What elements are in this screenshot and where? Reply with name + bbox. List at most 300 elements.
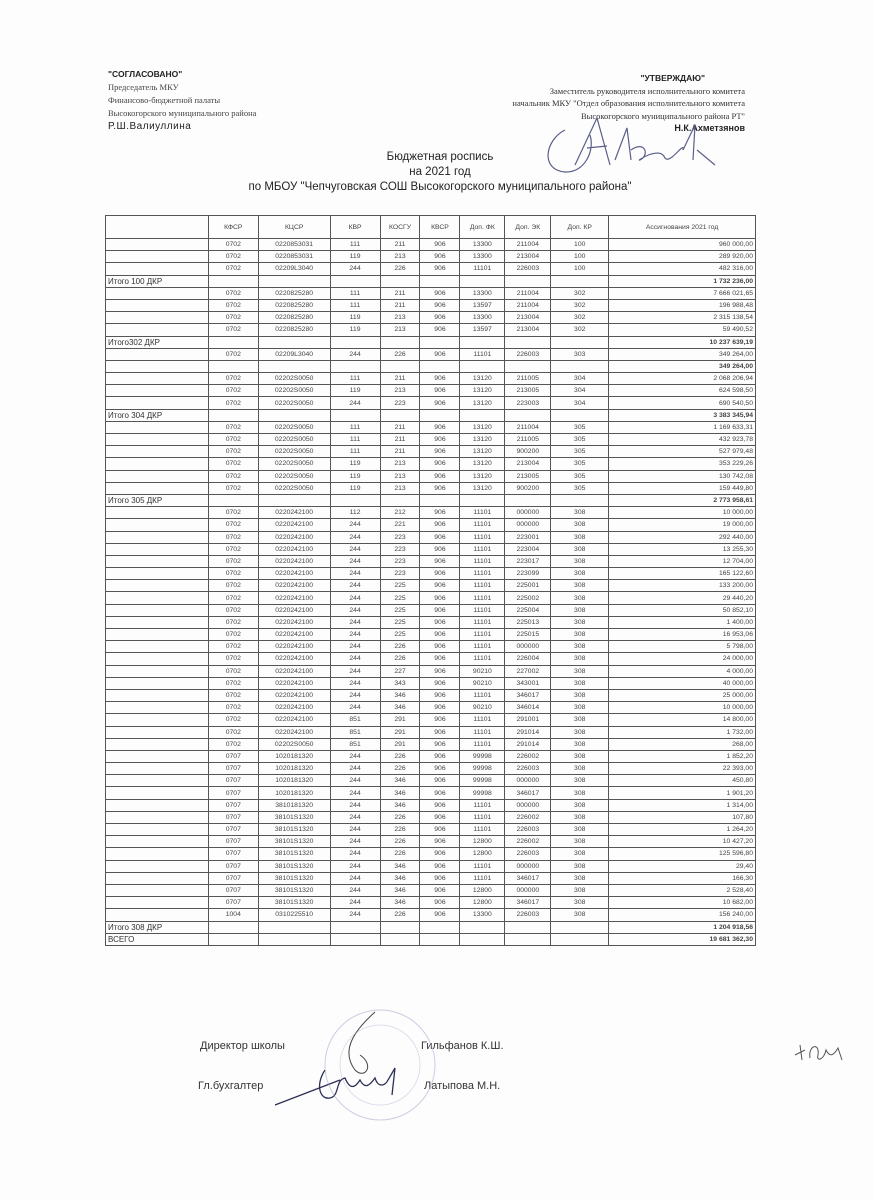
row-label xyxy=(106,702,209,714)
cell: 0702 xyxy=(208,555,258,567)
cell: 244 xyxy=(330,580,380,592)
column-header: КОСГУ xyxy=(380,216,420,239)
amount-cell: 1 169 633,31 xyxy=(609,421,756,433)
cell: 244 xyxy=(330,860,380,872)
cell xyxy=(551,933,609,945)
cell xyxy=(460,921,505,933)
cell: 906 xyxy=(420,580,460,592)
amount-cell: 166,30 xyxy=(609,872,756,884)
cell xyxy=(380,275,420,287)
cell: 906 xyxy=(420,373,460,385)
amount-cell: 10 000,00 xyxy=(609,507,756,519)
cell: 0702 xyxy=(208,653,258,665)
cell: 0220242100 xyxy=(258,507,330,519)
cell: 0702 xyxy=(208,251,258,263)
amount-cell: 1 264,20 xyxy=(609,824,756,836)
amount-cell: 2 773 958,61 xyxy=(609,494,756,506)
cell: 000000 xyxy=(505,799,551,811)
cell xyxy=(258,921,330,933)
cell xyxy=(460,275,505,287)
cell: 13120 xyxy=(460,470,505,482)
approved-line-3: Высокогорского муниципального района РТ" xyxy=(580,110,745,121)
cell: 225 xyxy=(380,616,420,628)
amount-cell: 196 988,48 xyxy=(609,299,756,311)
cell: 244 xyxy=(330,787,380,799)
cell: 0707 xyxy=(208,787,258,799)
cell: 11101 xyxy=(460,263,505,275)
table-row xyxy=(106,726,756,738)
cell: 308 xyxy=(551,702,609,714)
cell: 291 xyxy=(380,714,420,726)
cell: 90210 xyxy=(460,702,505,714)
cell: 906 xyxy=(420,239,460,251)
amount-cell: 450,80 xyxy=(609,775,756,787)
cell: 308 xyxy=(551,750,609,762)
cell: 211 xyxy=(380,239,420,251)
row-label xyxy=(106,811,209,823)
cell: 223004 xyxy=(505,543,551,555)
cell: 244 xyxy=(330,604,380,616)
cell: 211 xyxy=(380,434,420,446)
row-label xyxy=(106,519,209,531)
cell: 346017 xyxy=(505,787,551,799)
cell: 244 xyxy=(330,811,380,823)
cell: 111 xyxy=(330,421,380,433)
table-total-row xyxy=(106,409,756,421)
cell: 906 xyxy=(420,263,460,275)
cell: 0702 xyxy=(208,470,258,482)
cell: 213005 xyxy=(505,385,551,397)
cell xyxy=(420,409,460,421)
cell: 346017 xyxy=(505,897,551,909)
cell: 244 xyxy=(330,641,380,653)
cell: 0220242100 xyxy=(258,604,330,616)
cell: 906 xyxy=(420,726,460,738)
cell: 111 xyxy=(330,287,380,299)
cell: 225013 xyxy=(505,616,551,628)
cell: 906 xyxy=(420,543,460,555)
cell: 244 xyxy=(330,689,380,701)
cell: 906 xyxy=(420,629,460,641)
cell: 308 xyxy=(551,799,609,811)
row-label xyxy=(106,421,209,433)
row-label xyxy=(106,580,209,592)
cell: 225 xyxy=(380,580,420,592)
cell: 305 xyxy=(551,458,609,470)
cell: 304 xyxy=(551,385,609,397)
table-row xyxy=(106,421,756,433)
cell: 38101S1320 xyxy=(258,848,330,860)
table-row xyxy=(106,263,756,275)
cell: 308 xyxy=(551,665,609,677)
cell: 213004 xyxy=(505,458,551,470)
cell: 244 xyxy=(330,263,380,275)
cell: 11101 xyxy=(460,555,505,567)
cell xyxy=(551,275,609,287)
cell: 291 xyxy=(380,738,420,750)
cell xyxy=(505,409,551,421)
cell: 226 xyxy=(380,348,420,360)
cell: 308 xyxy=(551,592,609,604)
cell: 291014 xyxy=(505,726,551,738)
cell: 11101 xyxy=(460,629,505,641)
row-label xyxy=(106,385,209,397)
cell: 225002 xyxy=(505,592,551,604)
cell: 0220242100 xyxy=(258,689,330,701)
director-role: Директор школы xyxy=(200,1040,285,1052)
cell: 1020181320 xyxy=(258,763,330,775)
cell: 12800 xyxy=(460,884,505,896)
cell: 0702 xyxy=(208,580,258,592)
cell: 906 xyxy=(420,811,460,823)
cell: 906 xyxy=(420,568,460,580)
table-row xyxy=(106,884,756,896)
amount-cell: 1 732 236,00 xyxy=(609,275,756,287)
cell: 0702 xyxy=(208,312,258,324)
cell: 213004 xyxy=(505,324,551,336)
title-line-3: по МБОУ "Чепчуговская СОШ Высокогорского муниципального района" xyxy=(248,181,632,193)
table-total-row xyxy=(106,921,756,933)
row-label xyxy=(106,653,209,665)
cell: 308 xyxy=(551,836,609,848)
cell: 308 xyxy=(551,884,609,896)
cell: 213 xyxy=(380,470,420,482)
column-header: КВР xyxy=(330,216,380,239)
cell: 226 xyxy=(380,763,420,775)
cell: 119 xyxy=(330,312,380,324)
cell: 211004 xyxy=(505,421,551,433)
cell: 223003 xyxy=(505,397,551,409)
cell: 244 xyxy=(330,543,380,555)
cell: 02202S0050 xyxy=(258,373,330,385)
cell: 308 xyxy=(551,653,609,665)
cell: 0702 xyxy=(208,738,258,750)
cell: 0220242100 xyxy=(258,641,330,653)
table-row xyxy=(106,799,756,811)
cell: 906 xyxy=(420,299,460,311)
row-label xyxy=(106,543,209,555)
cell: 851 xyxy=(330,738,380,750)
table-row xyxy=(106,580,756,592)
cell: 213 xyxy=(380,324,420,336)
table-row xyxy=(106,836,756,848)
amount-cell: 22 393,00 xyxy=(609,763,756,775)
cell: 38101S1320 xyxy=(258,860,330,872)
cell: 0702 xyxy=(208,446,258,458)
cell: 0220242100 xyxy=(258,665,330,677)
cell xyxy=(330,336,380,348)
cell: 291001 xyxy=(505,714,551,726)
cell xyxy=(330,933,380,945)
cell: 000000 xyxy=(505,519,551,531)
cell: 906 xyxy=(420,714,460,726)
cell: 13300 xyxy=(460,251,505,263)
cell: 0707 xyxy=(208,860,258,872)
approved-heading: "УТВЕРЖДАЮ" xyxy=(640,73,705,83)
table-row xyxy=(106,738,756,750)
amount-cell: 165 122,60 xyxy=(609,568,756,580)
document-title xyxy=(160,150,720,195)
cell: 0707 xyxy=(208,799,258,811)
cell: 13120 xyxy=(460,373,505,385)
cell: 244 xyxy=(330,763,380,775)
cell: 244 xyxy=(330,531,380,543)
cell: 11101 xyxy=(460,689,505,701)
row-label xyxy=(106,872,209,884)
cell: 13300 xyxy=(460,287,505,299)
cell: 0220853031 xyxy=(258,239,330,251)
cell xyxy=(551,921,609,933)
cell: 244 xyxy=(330,677,380,689)
cell: 308 xyxy=(551,507,609,519)
table-row xyxy=(106,312,756,324)
table-row xyxy=(106,824,756,836)
amount-cell: 432 923,78 xyxy=(609,434,756,446)
cell: 11101 xyxy=(460,348,505,360)
table-row xyxy=(106,568,756,580)
cell: 211004 xyxy=(505,287,551,299)
cell: 0707 xyxy=(208,811,258,823)
cell: 906 xyxy=(420,312,460,324)
cell: 119 xyxy=(330,251,380,263)
cell: 226002 xyxy=(505,811,551,823)
cell: 308 xyxy=(551,775,609,787)
cell: 226004 xyxy=(505,653,551,665)
cell: 308 xyxy=(551,555,609,567)
cell: 211005 xyxy=(505,434,551,446)
cell: 13597 xyxy=(460,324,505,336)
cell: 308 xyxy=(551,568,609,580)
cell: 0702 xyxy=(208,299,258,311)
cell: 906 xyxy=(420,665,460,677)
cell: 226 xyxy=(380,653,420,665)
cell: 225 xyxy=(380,604,420,616)
cell xyxy=(505,494,551,506)
row-label: Итого 304 ДКР xyxy=(106,409,209,421)
cell: 906 xyxy=(420,799,460,811)
cell: 11101 xyxy=(460,860,505,872)
cell: 851 xyxy=(330,714,380,726)
amount-cell: 2 068 206,94 xyxy=(609,373,756,385)
cell: 0220242100 xyxy=(258,629,330,641)
cell xyxy=(551,494,609,506)
amount-cell: 7 666 021,65 xyxy=(609,287,756,299)
cell: 13300 xyxy=(460,239,505,251)
cell: 213 xyxy=(380,312,420,324)
table-row xyxy=(106,239,756,251)
cell: 244 xyxy=(330,884,380,896)
amount-cell: 16 953,06 xyxy=(609,629,756,641)
cell: 0220242100 xyxy=(258,580,330,592)
cell: 244 xyxy=(330,836,380,848)
cell: 0220825280 xyxy=(258,299,330,311)
cell: 13300 xyxy=(460,312,505,324)
cell: 346 xyxy=(380,884,420,896)
table-row xyxy=(106,299,756,311)
cell: 0702 xyxy=(208,568,258,580)
cell: 244 xyxy=(330,897,380,909)
row-label: Итого 308 ДКР xyxy=(106,921,209,933)
cell xyxy=(420,921,460,933)
cell: 02202S0050 xyxy=(258,421,330,433)
amount-cell: 1 852,20 xyxy=(609,750,756,762)
row-label xyxy=(106,470,209,482)
cell: 0707 xyxy=(208,775,258,787)
amount-cell: 19 000,00 xyxy=(609,519,756,531)
table-row xyxy=(106,897,756,909)
cell: 11101 xyxy=(460,714,505,726)
cell: 244 xyxy=(330,750,380,762)
cell xyxy=(551,336,609,348)
row-label xyxy=(106,568,209,580)
cell: 11101 xyxy=(460,653,505,665)
cell: 0702 xyxy=(208,665,258,677)
row-label xyxy=(106,592,209,604)
cell: 11101 xyxy=(460,824,505,836)
approved-line-2: начальник МКУ "Отдел образования исполнительного комитета xyxy=(512,98,745,108)
cell xyxy=(505,360,551,372)
row-label xyxy=(106,848,209,860)
cell: 226 xyxy=(380,824,420,836)
cell: 308 xyxy=(551,714,609,726)
cell: 225001 xyxy=(505,580,551,592)
table-row xyxy=(106,507,756,519)
cell: 906 xyxy=(420,385,460,397)
cell: 0220242100 xyxy=(258,519,330,531)
cell: 0702 xyxy=(208,348,258,360)
cell: 244 xyxy=(330,555,380,567)
cell: 226003 xyxy=(505,824,551,836)
cell: 305 xyxy=(551,446,609,458)
cell: 906 xyxy=(420,555,460,567)
table-row xyxy=(106,251,756,263)
cell: 11101 xyxy=(460,799,505,811)
agreed-name: Р.Ш.Валиуллина xyxy=(108,121,192,132)
cell: 38101S1320 xyxy=(258,836,330,848)
cell: 0702 xyxy=(208,677,258,689)
cell: 244 xyxy=(330,592,380,604)
cell: 906 xyxy=(420,897,460,909)
cell: 02202S0050 xyxy=(258,482,330,494)
cell: 11101 xyxy=(460,592,505,604)
cell: 13120 xyxy=(460,458,505,470)
row-label: Итого302 ДКР xyxy=(106,336,209,348)
table-row xyxy=(106,446,756,458)
row-label xyxy=(106,799,209,811)
approved-line-1: Заместитель руководителя исполнительного комитета xyxy=(549,85,745,96)
cell: 906 xyxy=(420,434,460,446)
cell: 0220242100 xyxy=(258,531,330,543)
cell: 906 xyxy=(420,470,460,482)
cell: 38101S1320 xyxy=(258,884,330,896)
cell: 906 xyxy=(420,592,460,604)
cell xyxy=(551,409,609,421)
cell: 906 xyxy=(420,824,460,836)
cell: 308 xyxy=(551,531,609,543)
cell xyxy=(208,933,258,945)
cell: 11101 xyxy=(460,872,505,884)
cell: 211 xyxy=(380,421,420,433)
cell: 906 xyxy=(420,446,460,458)
row-label xyxy=(106,641,209,653)
cell: 11101 xyxy=(460,641,505,653)
table-row xyxy=(106,665,756,677)
cell: 308 xyxy=(551,641,609,653)
cell: 906 xyxy=(420,397,460,409)
amount-cell: 19 681 362,30 xyxy=(609,933,756,945)
cell: 906 xyxy=(420,860,460,872)
cell: 223 xyxy=(380,397,420,409)
cell: 0702 xyxy=(208,397,258,409)
amount-cell: 690 540,50 xyxy=(609,397,756,409)
cell: 308 xyxy=(551,897,609,909)
cell xyxy=(460,360,505,372)
table-body xyxy=(106,239,756,946)
table-row xyxy=(106,397,756,409)
cell: 000000 xyxy=(505,641,551,653)
cell: 38101S1320 xyxy=(258,897,330,909)
row-label xyxy=(106,458,209,470)
cell: 02209L3040 xyxy=(258,348,330,360)
amount-cell: 527 979,48 xyxy=(609,446,756,458)
cell: 223017 xyxy=(505,555,551,567)
cell: 906 xyxy=(420,738,460,750)
cell: 0702 xyxy=(208,434,258,446)
cell: 99998 xyxy=(460,763,505,775)
cell xyxy=(208,360,258,372)
cell: 211 xyxy=(380,287,420,299)
cell: 0220242100 xyxy=(258,653,330,665)
row-label xyxy=(106,909,209,921)
row-label xyxy=(106,787,209,799)
cell: 244 xyxy=(330,653,380,665)
cell: 308 xyxy=(551,689,609,701)
cell: 0220242100 xyxy=(258,543,330,555)
director-name: Гильфанов К.Ш. xyxy=(421,1040,504,1052)
amount-cell: 2 528,40 xyxy=(609,884,756,896)
cell: 906 xyxy=(420,458,460,470)
cell: 906 xyxy=(420,348,460,360)
cell xyxy=(258,336,330,348)
amount-cell: 268,00 xyxy=(609,738,756,750)
row-label xyxy=(106,251,209,263)
cell: 304 xyxy=(551,373,609,385)
cell: 100 xyxy=(551,239,609,251)
amount-cell: 14 800,00 xyxy=(609,714,756,726)
cell: 11101 xyxy=(460,738,505,750)
cell: 906 xyxy=(420,848,460,860)
cell: 346017 xyxy=(505,689,551,701)
cell xyxy=(330,494,380,506)
initials-mark-icon xyxy=(790,1030,850,1070)
amount-cell: 12 704,00 xyxy=(609,555,756,567)
budget-table xyxy=(105,215,756,946)
cell xyxy=(505,921,551,933)
table-total-row xyxy=(106,360,756,372)
row-label xyxy=(106,629,209,641)
cell: 226003 xyxy=(505,848,551,860)
cell: 302 xyxy=(551,299,609,311)
table-row xyxy=(106,434,756,446)
column-header xyxy=(106,216,209,239)
amount-cell: 624 598,50 xyxy=(609,385,756,397)
cell: 305 xyxy=(551,482,609,494)
amount-cell: 156 240,00 xyxy=(609,909,756,921)
amount-cell: 349 264,00 xyxy=(609,360,756,372)
table-row xyxy=(106,629,756,641)
cell: 906 xyxy=(420,787,460,799)
approval-block-agreed xyxy=(108,68,256,133)
